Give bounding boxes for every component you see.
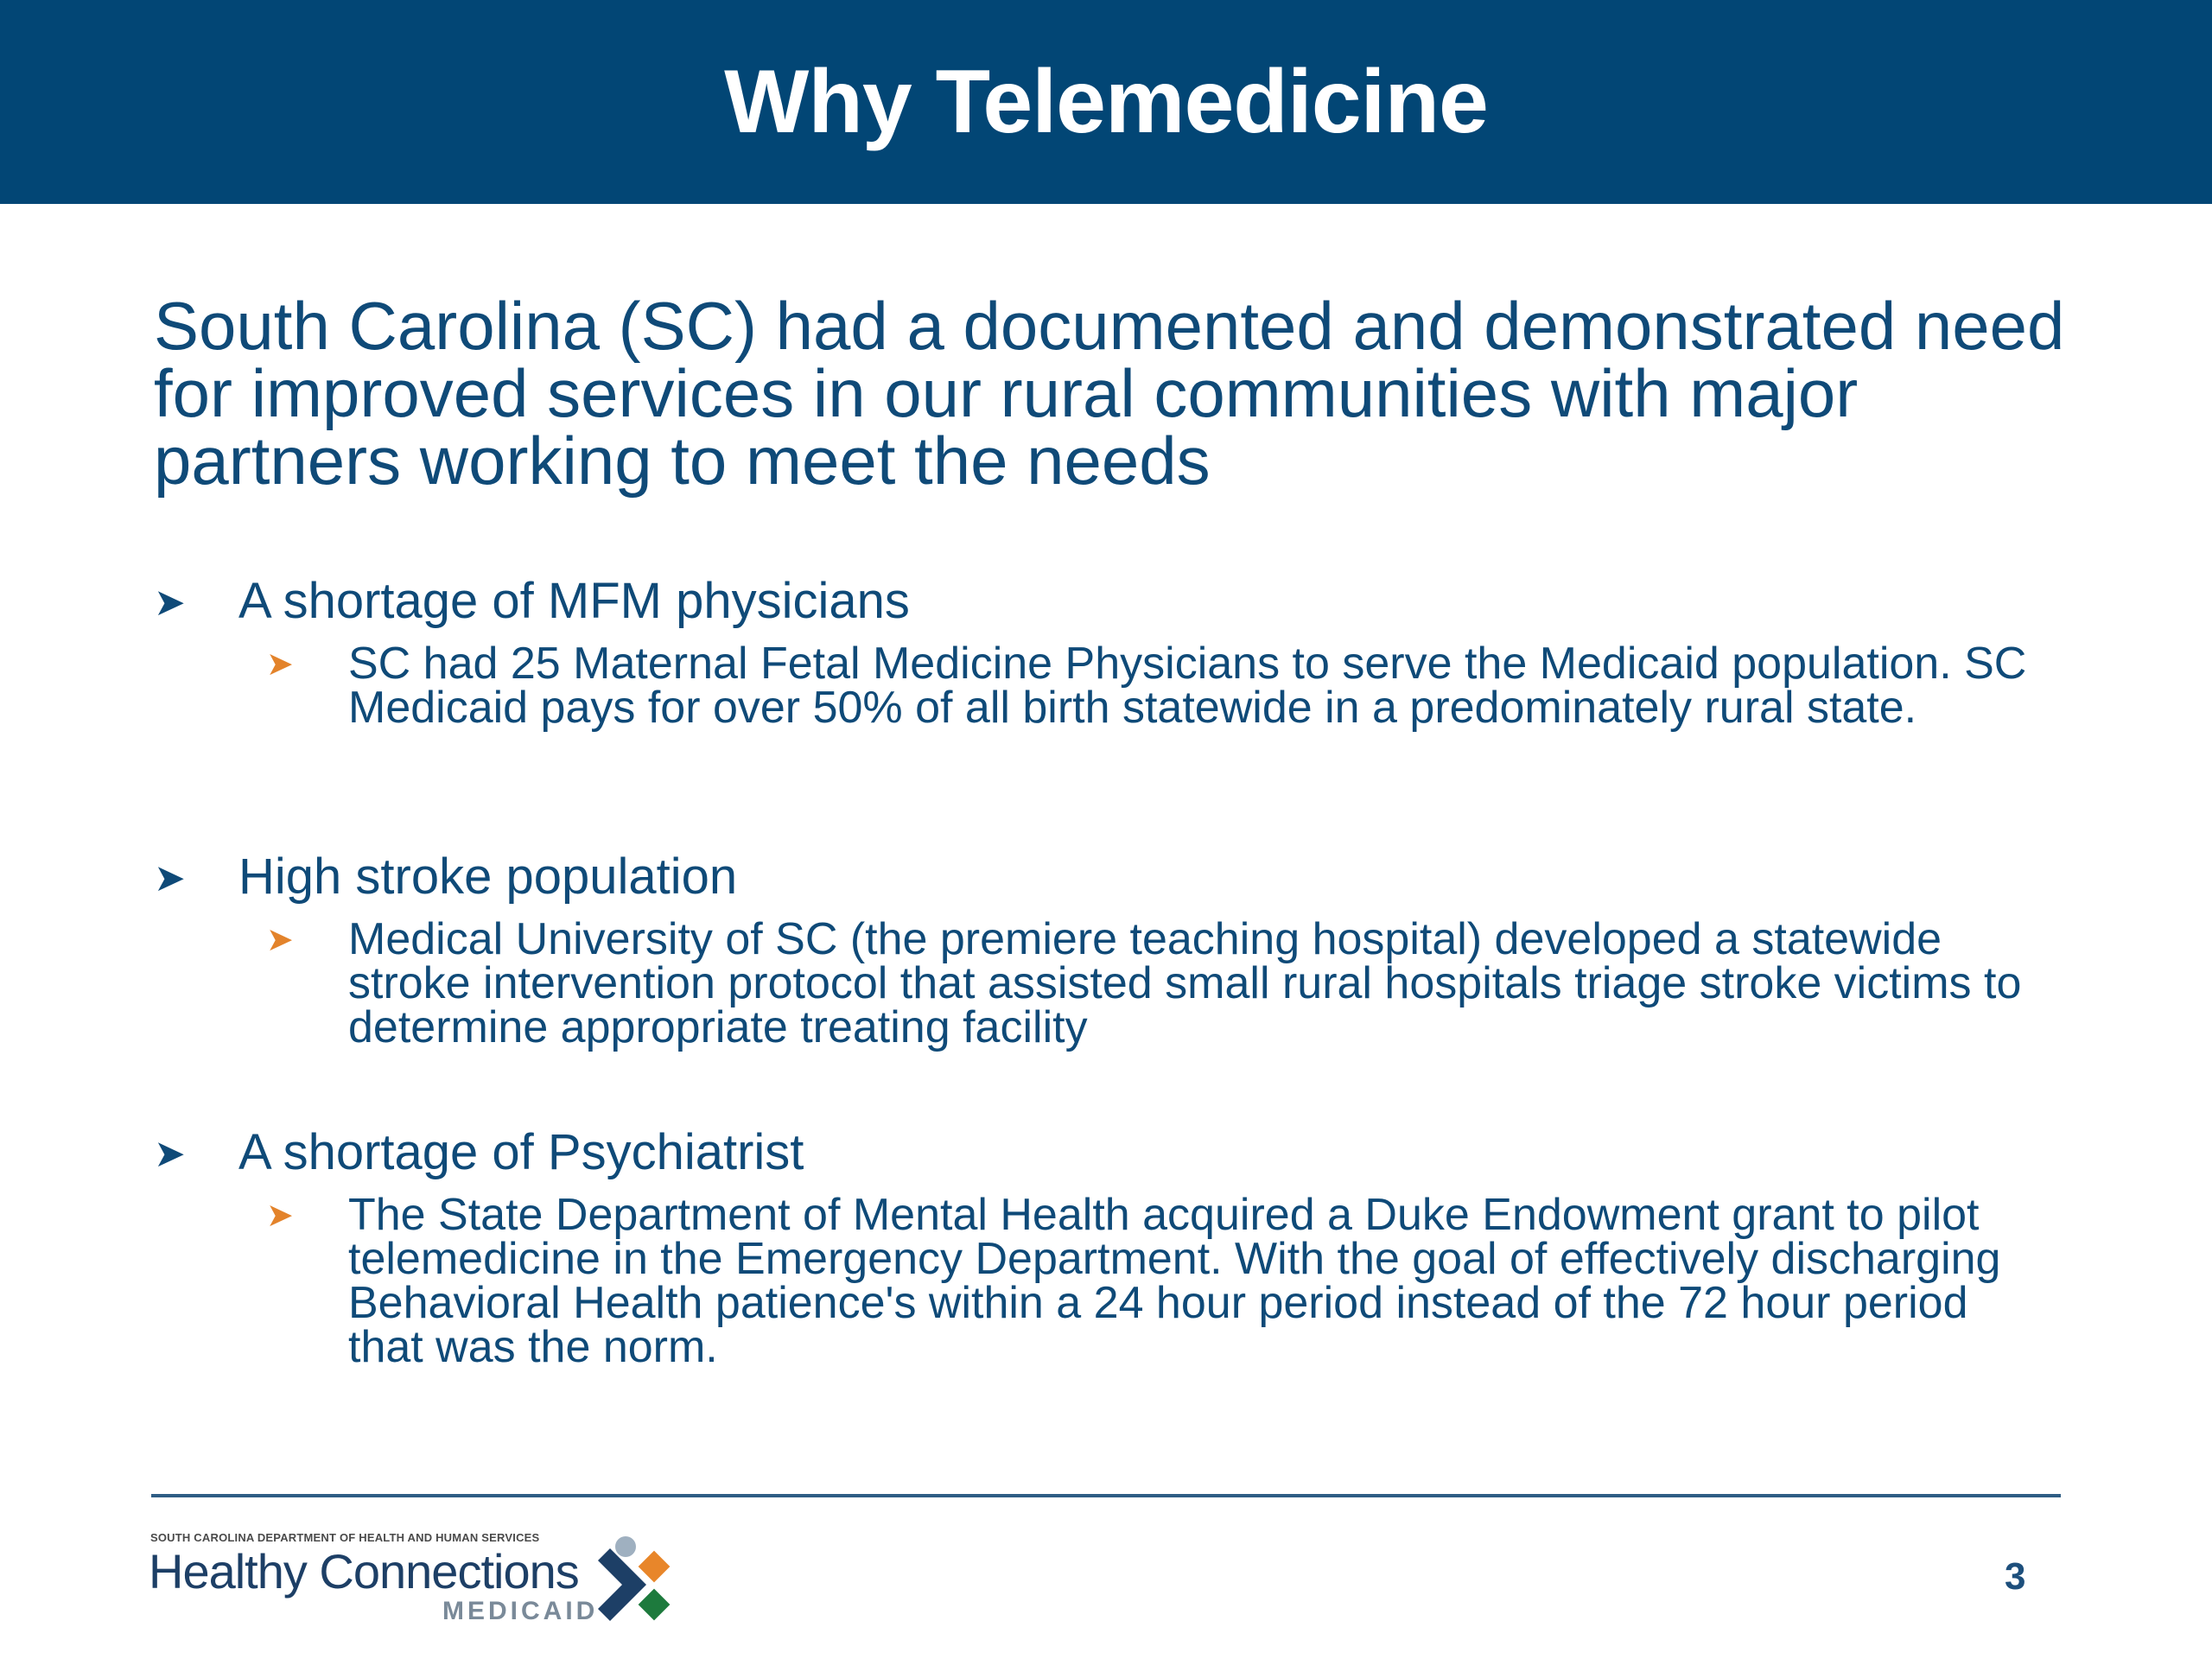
bullet-label: A shortage of Psychiatrist [238,1124,804,1180]
slide-title: Why Telemedicine [724,51,1488,152]
arrow-bullet-icon: ➤ [154,1133,186,1175]
bullet-label: A shortage of MFM physicians [238,573,910,629]
orange-arrow-bullet-icon: ➤ [266,646,294,683]
page-number: 3 [2005,1555,2026,1598]
bullet-label: High stroke population [238,849,738,905]
sub-bullet-text: The State Department of Mental Health acquired a Duke Endowment grant to pilot telemedicine in the Emergency Department. With the goal of effectively discharging Behavioral Health patience's within a 24 hour period instead of the 72 hour period that was the norm. [348,1190,2001,1372]
sub-bullet [266,1190,2098,1372]
healthy-connections-logo [149,1531,684,1635]
arrow-bullet-icon: ➤ [154,582,186,624]
intro-text: South Carolina (SC) had a documented and demonstrated need for improved services in our rural communities with major partners working to meet the needs [154,288,2065,499]
sub-bullet [266,914,2098,1052]
logo-brand-text: Healthy Connections [149,1544,579,1599]
sub-bullet-text: SC had 25 Maternal Fetal Medicine Physicians to serve the Medicaid population. SC Medicaid pays for over 50% of all birth statewide in a predominately rural state. [348,639,2027,733]
bullet-item-psychiatrist [154,1126,2098,1370]
bullet-item-stroke [154,850,2098,1050]
orange-arrow-bullet-icon: ➤ [266,922,294,958]
logo-medicaid-text: MEDICAID [442,1597,599,1625]
bullet-item-mfm [154,573,2098,733]
sub-bullet-text: Medical University of SC (the premiere teaching hospital) developed a statewide stroke intervention protocol that assisted small rural hospitals triage stroke victims to determine appropriate treating facility [348,914,2022,1052]
logo-agency-text: SOUTH CAROLINA DEPARTMENT OF HEALTH AND HUMAN SERVICES [150,1531,540,1544]
healthy-connections-x-mark-icon [591,1535,686,1631]
arrow-bullet-icon: ➤ [154,857,186,899]
orange-arrow-bullet-icon: ➤ [266,1198,294,1234]
footer-divider [151,1494,2061,1497]
title-bar [0,0,2212,204]
sub-bullet [266,639,2098,733]
